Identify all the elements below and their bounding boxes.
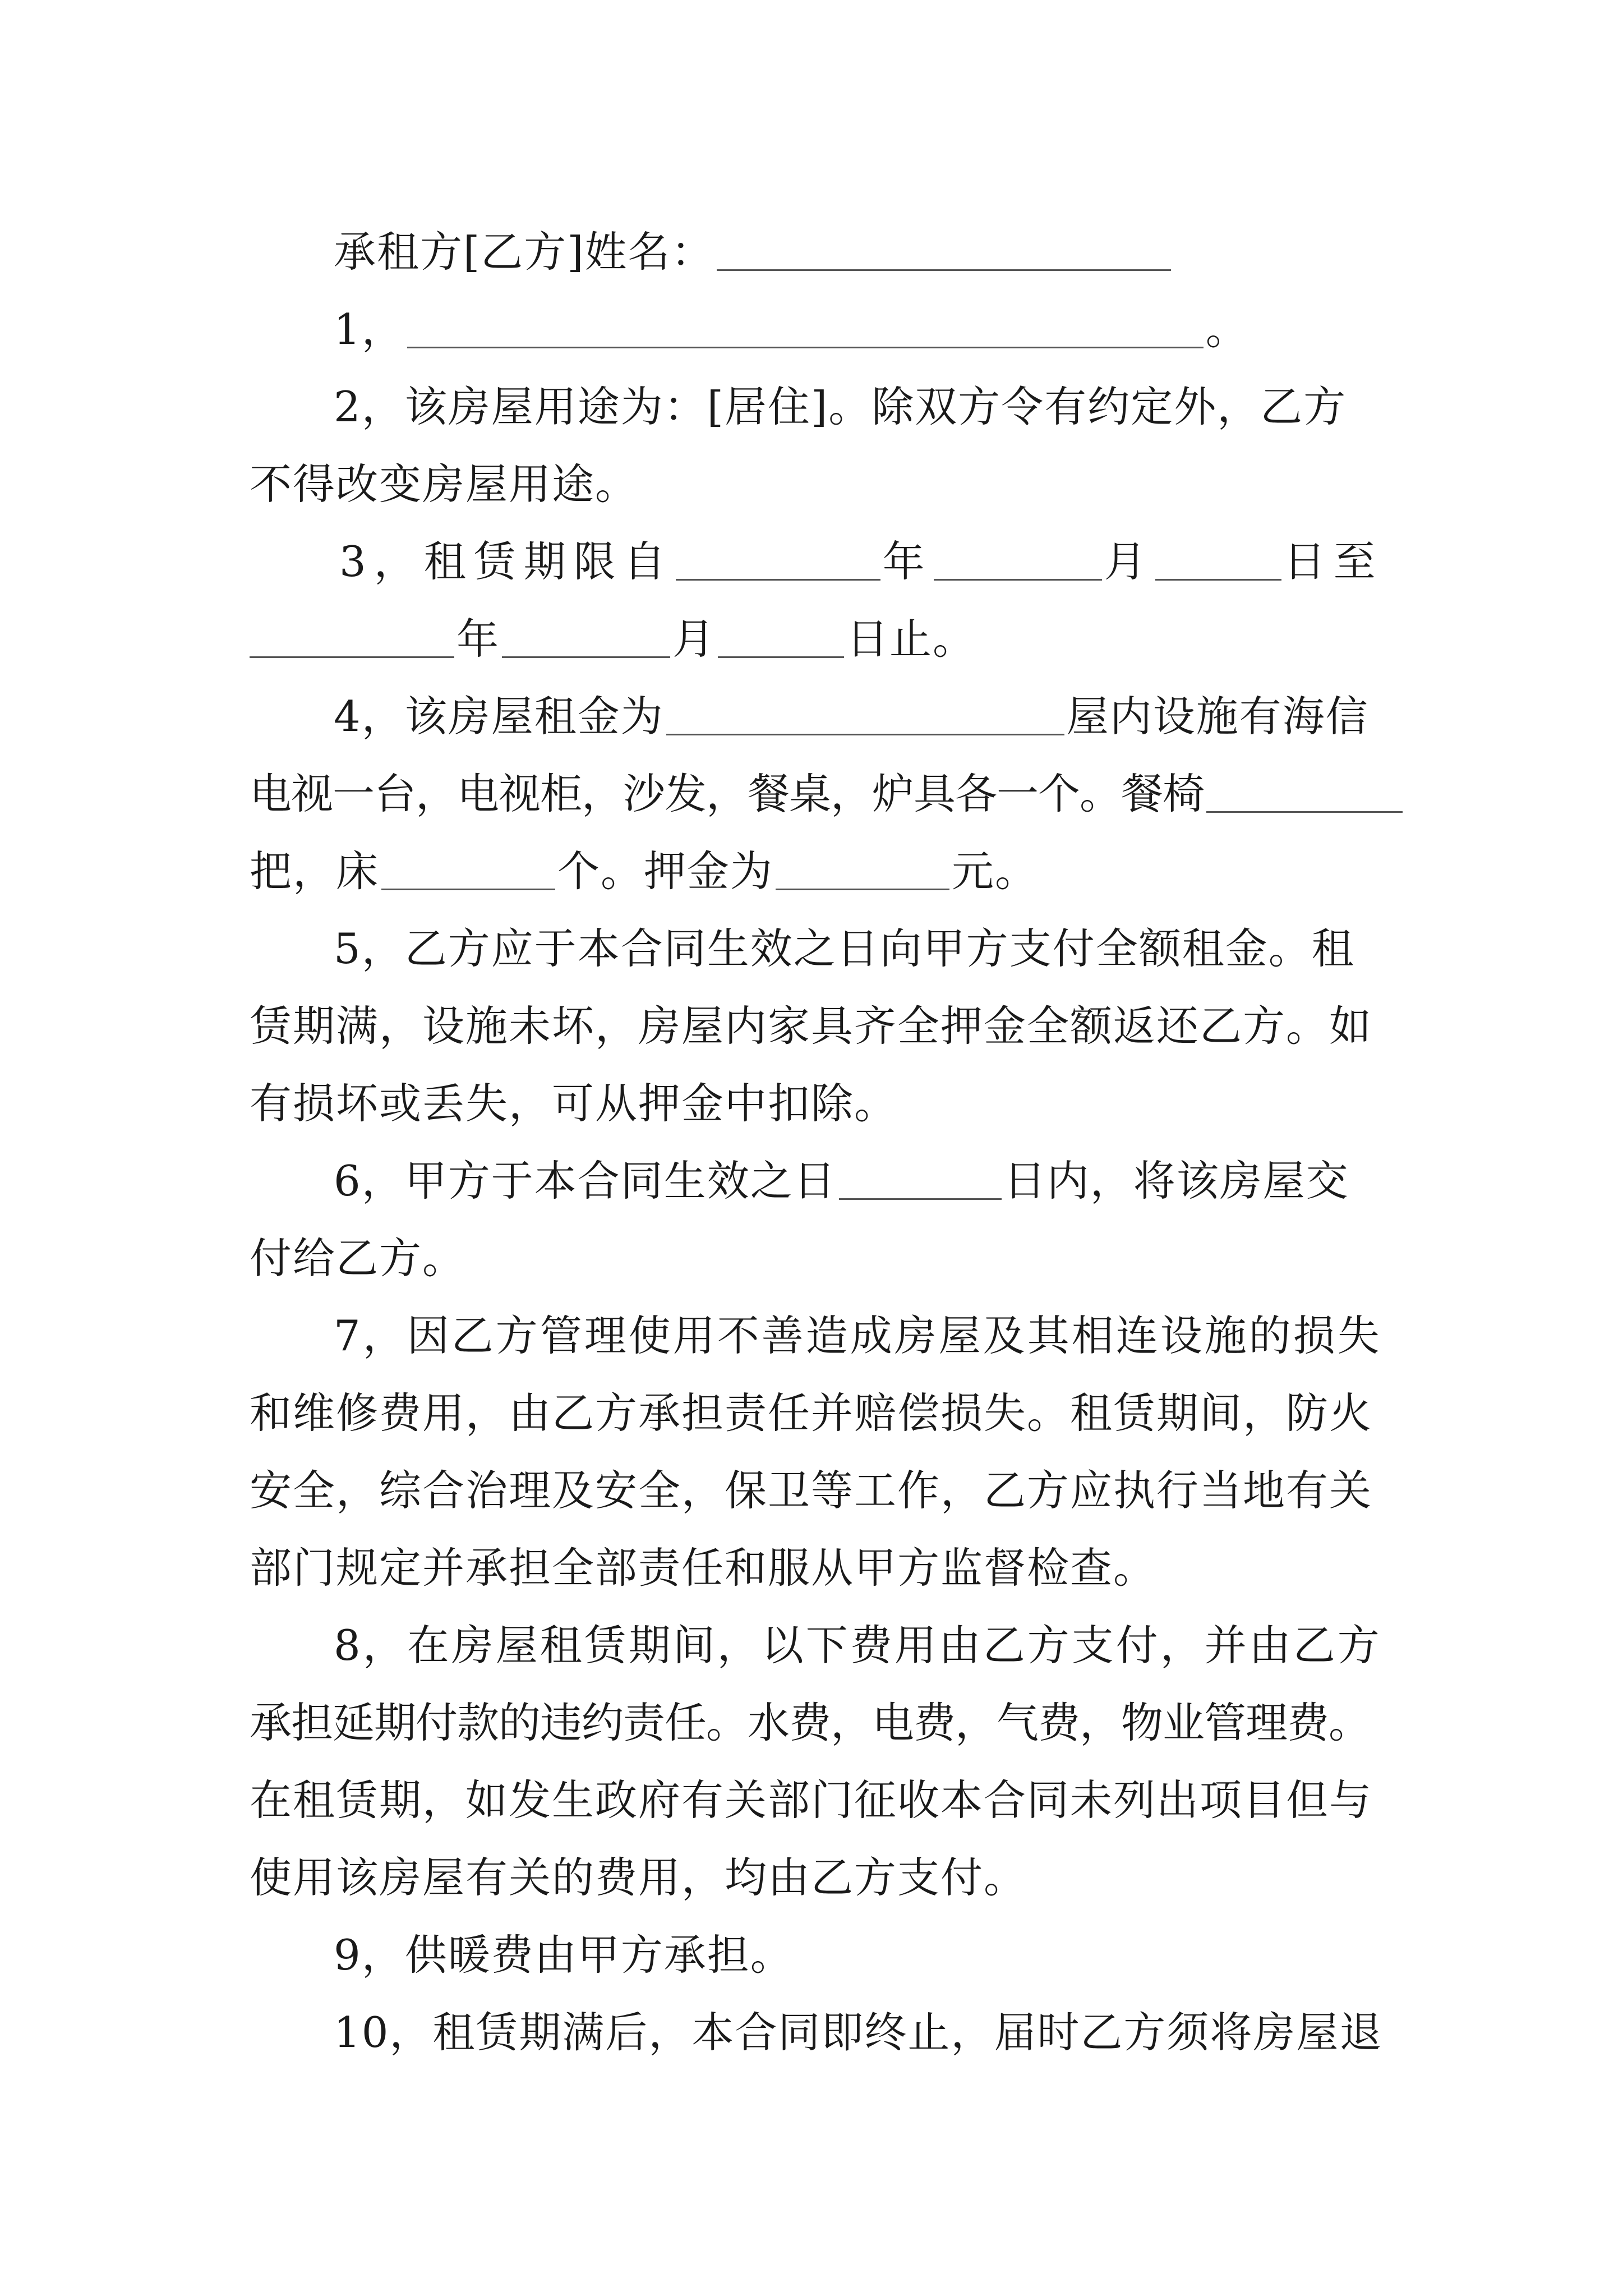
item-1-number: 1， bbox=[334, 305, 405, 354]
item-7-line-4: 部门规定并承担全部责任和服从甲方监督检查。 bbox=[250, 1543, 1157, 1593]
item-9: 9，供暖费由甲方承担。 bbox=[334, 1930, 794, 1980]
start-day-blank[interactable] bbox=[1155, 540, 1281, 581]
end-year-label: 年 bbox=[457, 614, 500, 664]
tenant-name-label: 承租方[乙方]姓名： bbox=[334, 227, 714, 277]
end-year-blank[interactable] bbox=[250, 617, 454, 658]
item-4-suffix: 屋内设施有海信 bbox=[1066, 692, 1369, 741]
item-4-line-2-text: 电视一台，电视柜，沙发，餐桌，炉具各一个。餐椅 bbox=[250, 769, 1205, 818]
contract-page bbox=[250, 213, 1388, 2071]
item-4-line-3 bbox=[250, 832, 1388, 910]
day-end-label: 日止。 bbox=[846, 614, 976, 664]
item-1-end: 。 bbox=[1205, 305, 1249, 354]
item-2-line-2: 不得改变房屋用途。 bbox=[250, 459, 639, 509]
item-4-deposit-label: 个。押金为 bbox=[557, 846, 774, 896]
item-4-line-2 bbox=[250, 755, 1388, 832]
item-1-blank[interactable] bbox=[407, 307, 1204, 348]
item-6-line-2: 付给乙方。 bbox=[250, 1234, 466, 1283]
item-6-suffix: 日内，将该房屋交 bbox=[1003, 1156, 1349, 1205]
item-5-line-3: 有损坏或丢失，可从押金中扣除。 bbox=[250, 1079, 898, 1128]
item-8-line-1: 8，在房屋租赁期间，以下费用由乙方支付，并由乙方 bbox=[334, 1621, 1382, 1670]
deposit-blank[interactable] bbox=[776, 849, 949, 890]
month-label: 月 bbox=[1104, 537, 1147, 586]
item-8-line-2: 承担延期付款的违约责任。水费，电费，气费，物业管理费。 bbox=[250, 1698, 1371, 1747]
end-month-blank[interactable] bbox=[502, 617, 670, 658]
tenant-name-line bbox=[250, 213, 1388, 291]
item-7-line-3: 安全，综合治理及安全，保卫等工作，乙方应执行当地有关 bbox=[250, 1466, 1373, 1515]
item-6-line-1 bbox=[250, 1142, 1388, 1220]
item-5-line-1: 5，乙方应于本合同生效之日向甲方支付全额租金。租 bbox=[334, 924, 1355, 973]
beds-blank[interactable] bbox=[381, 849, 555, 890]
item-10-line-1: 10，租赁期满后，本合同即终止，届时乙方须将房屋退 bbox=[334, 2008, 1383, 2057]
item-2-line-1: 2，该房屋用途为：[居住]。除双方令有约定外，乙方 bbox=[334, 382, 1347, 431]
item-4-prefix: 4，该房屋租金为 bbox=[334, 692, 664, 741]
tenant-name-blank[interactable] bbox=[717, 230, 1171, 271]
item-8-line-3: 在租赁期，如发生政府有关部门征收本合同未列出项目但与 bbox=[250, 1775, 1373, 1825]
item-1 bbox=[250, 291, 1388, 368]
item-3-prefix: 3，租赁期限自 bbox=[339, 537, 674, 586]
start-month-blank[interactable] bbox=[934, 540, 1102, 581]
item-3-line-2 bbox=[250, 600, 1388, 678]
day-to-label: 日至 bbox=[1283, 537, 1384, 586]
item-5-line-2: 赁期满，设施未坏，房屋内家具齐全押金全额返还乙方。如 bbox=[250, 1001, 1373, 1051]
item-6-prefix: 6，甲方于本合同生效之日 bbox=[334, 1156, 837, 1205]
item-3-line-1 bbox=[250, 523, 1388, 600]
item-7-line-1: 7，因乙方管理使用不善造成房屋及其相连设施的损失 bbox=[334, 1311, 1382, 1360]
end-month-label: 月 bbox=[672, 614, 716, 664]
delivery-days-blank[interactable] bbox=[839, 1159, 1002, 1200]
item-4-line-1 bbox=[250, 678, 1388, 755]
rent-blank[interactable] bbox=[666, 694, 1064, 735]
start-year-blank[interactable] bbox=[676, 540, 880, 581]
item-4-beds-label: 把，床 bbox=[250, 846, 380, 896]
end-day-blank[interactable] bbox=[718, 617, 844, 658]
item-7-line-2: 和维修费用，由乙方承担责任并赔偿损失。租赁期间，防火 bbox=[250, 1388, 1373, 1438]
chairs-blank[interactable] bbox=[1206, 772, 1403, 813]
item-4-yuan: 元。 bbox=[952, 846, 1039, 896]
year-label: 年 bbox=[882, 537, 926, 586]
item-8-line-4: 使用该房屋有关的费用，均由乙方支付。 bbox=[250, 1853, 1027, 1902]
